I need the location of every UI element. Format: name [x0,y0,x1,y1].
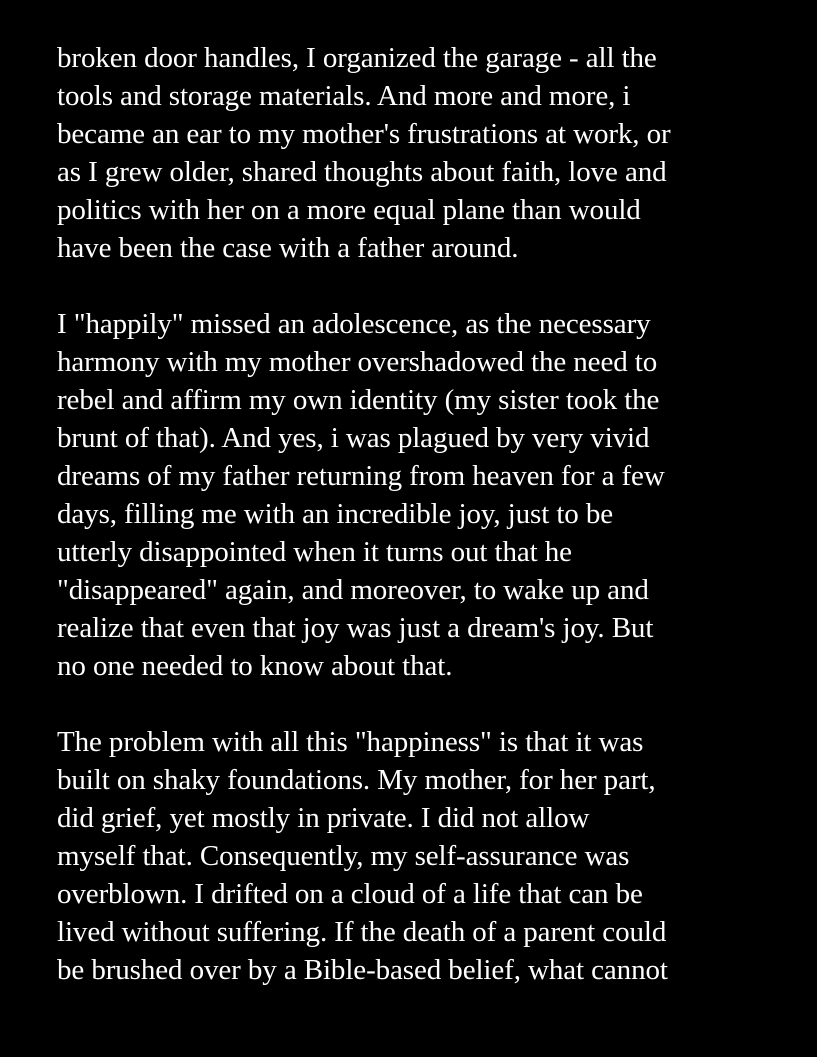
text-line: as I grew older, shared thoughts about faith, love and [57,156,667,188]
text-line: myself that. Consequently, my self-assurance was [57,840,630,872]
text-line: tools and storage materials. And more and more, i [57,80,631,112]
text-line: utterly disappointed when it turns out that he [57,536,572,568]
document-page [57,39,797,1027]
text-line: realize that even that joy was just a dream's joy. But [57,612,654,644]
text-line: overblown. I drifted on a cloud of a life that can be [57,878,643,910]
paragraph-1 [57,39,797,267]
text-line: brunt of that). And yes, i was plagued by very vivid [57,422,650,454]
text-line: harmony with my mother overshadowed the need to [57,346,658,378]
text-line: became an ear to my mother's frustrations at work, or [57,118,671,150]
text-line: be brushed over by a Bible-based belief, what cannot [57,954,668,986]
text-line: have been the case with a father around. [57,232,519,264]
text-line: built on shaky foundations. My mother, for her part, [57,764,656,796]
text-line: I "happily" missed an adolescence, as the necessary [57,308,651,340]
text-line: did grief, yet mostly in private. I did not allow [57,802,590,834]
text-line: lived without suffering. If the death of a parent could [57,916,667,948]
text-line: dreams of my father returning from heaven for a few [57,460,665,492]
text-line: The problem with all this "happiness" is that it was [57,726,644,758]
paragraph-3 [57,723,797,989]
text-line: no one needed to know about that. [57,650,453,682]
text-line: days, filling me with an incredible joy, just to be [57,498,613,530]
paragraph-2 [57,305,797,685]
text-line: rebel and affirm my own identity (my sister took the [57,384,660,416]
text-line: "disappeared" again, and moreover, to wake up and [57,574,649,606]
text-line: politics with her on a more equal plane than would [57,194,641,226]
text-line: broken door handles, I organized the garage - all the [57,42,657,74]
